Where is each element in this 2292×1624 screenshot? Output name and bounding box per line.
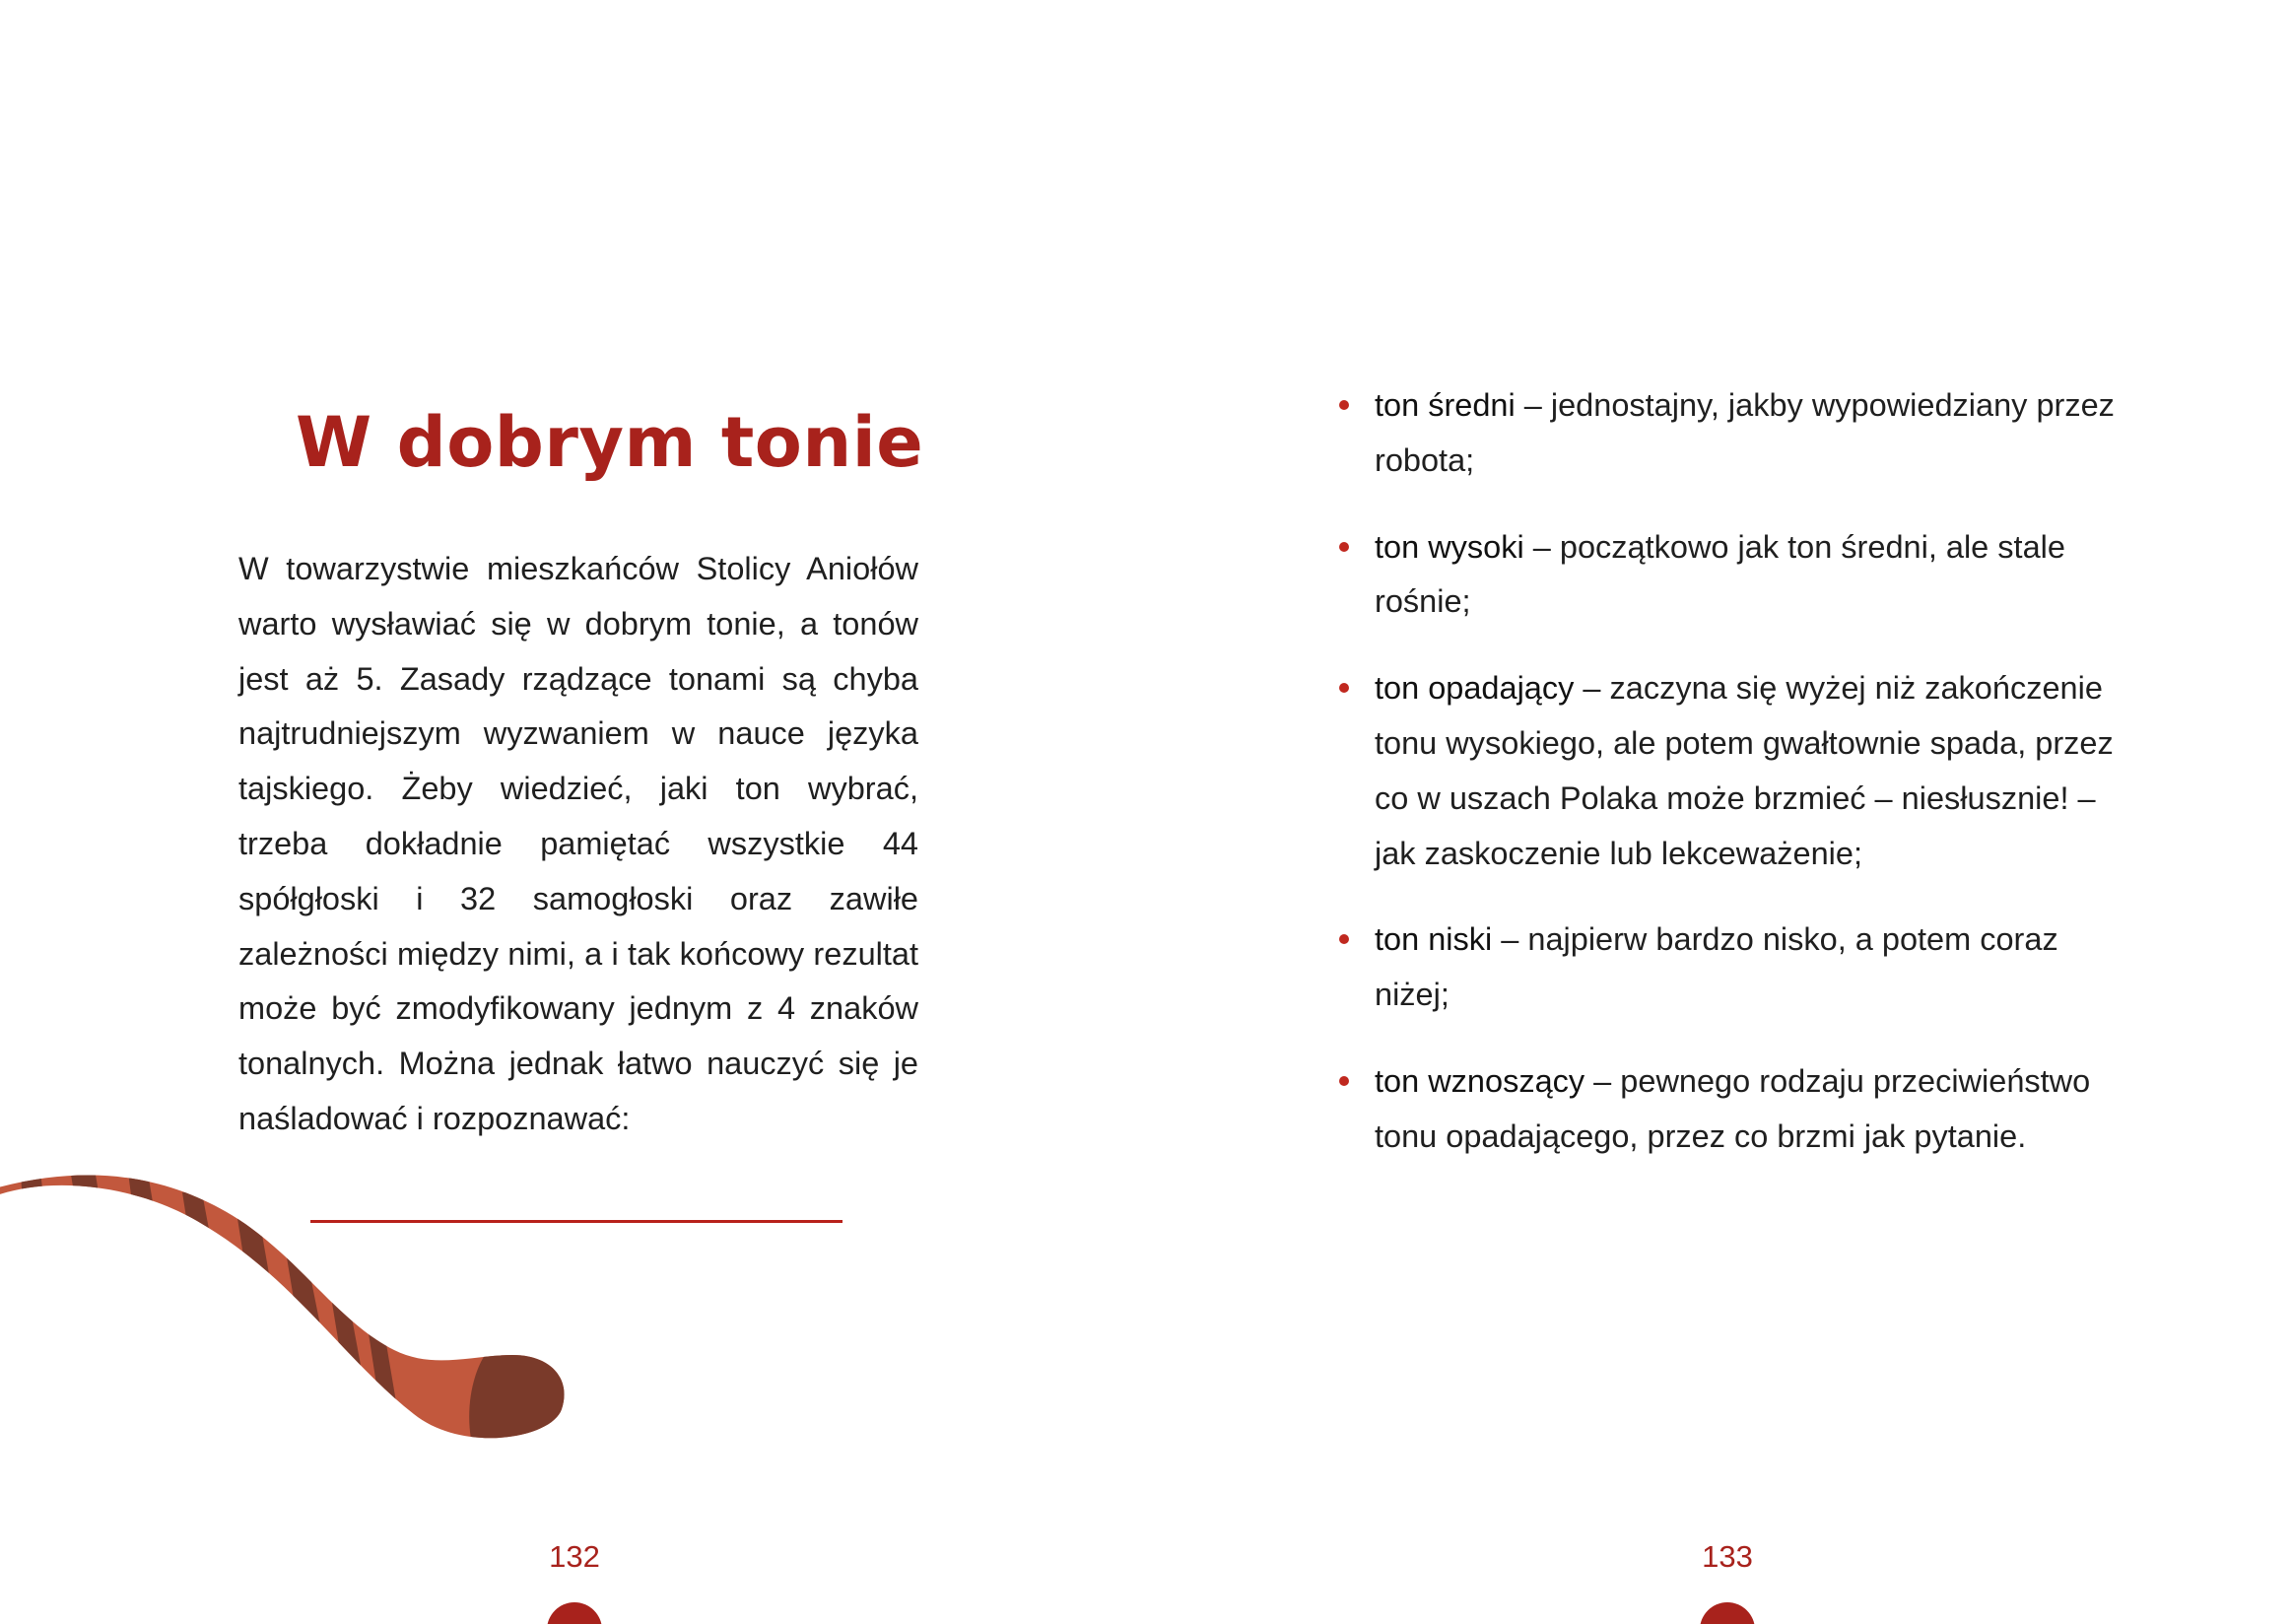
bullet-icon — [1339, 934, 1349, 944]
tone-description: – najpierw bardzo nisko, a potem coraz niżej; — [1375, 921, 2058, 1013]
tone-description: – początkowo jak ton średni, ale stale rośnie; — [1375, 528, 2065, 620]
bullet-icon — [1339, 1076, 1349, 1086]
page-tab-marker — [547, 1602, 602, 1624]
tone-term: ton wznoszący — [1375, 1062, 1585, 1099]
page-number: 132 — [549, 1539, 600, 1574]
page-tab-marker — [1700, 1602, 1755, 1624]
tone-term: ton opadający — [1375, 670, 1575, 707]
tone-description: – zaczyna się wyżej niż zakończenie tonu wysokiego, ale potem gwałtownie spada, przez co w uszach Polaka może brzmieć – niesłusznie! – jak zaskoczenie lub lekceważenie; — [1375, 670, 2114, 871]
tones-list — [1375, 378, 2123, 1196]
page-number: 133 — [1702, 1539, 1753, 1574]
bullet-icon — [1339, 542, 1349, 552]
bullet-icon — [1339, 400, 1349, 410]
list-item — [1375, 661, 2123, 881]
list-item — [1375, 378, 2123, 489]
bullet-icon — [1339, 683, 1349, 693]
tone-description: – jednostajny, jakby wypowiedziany przez robota; — [1375, 387, 2115, 478]
page-title: W dobrym tonie — [296, 402, 924, 483]
right-page — [1146, 0, 2292, 1624]
list-item — [1375, 520, 2123, 631]
intro-paragraph: W towarzystwie mieszkańców Stolicy Aniołów warto wysławiać się w dobrym tonie, a tonów jest aż 5. Zasady rządzące tonami są chyba najtrudniejszym wyzwaniem w nauce języka tajskiego. Żeby wiedzieć, jaki ton wybrać, trzeba dokładnie pamiętać wszystkie 44 spółgłoski i 32 samogłoski oraz zawiłe zależności między nimi, a i tak końcowy rezultat może być zmodyfikowany jednym z 4 znaków tonalnych. Można jednak łatwo nauczyć się je naśladować i rozpoznawać: — [238, 551, 918, 1136]
tone-term: ton niski — [1375, 921, 1493, 958]
tone-term: ton wysoki — [1375, 528, 1524, 565]
tone-term: ton średni — [1375, 387, 1516, 423]
list-item — [1375, 913, 2123, 1023]
tiger-tail-illustration — [0, 1173, 572, 1488]
tone-description: – pewnego rodzaju przeciwieństwo tonu opadającego, przez co brzmi jak pytanie. — [1375, 1062, 2091, 1154]
list-item — [1375, 1054, 2123, 1165]
